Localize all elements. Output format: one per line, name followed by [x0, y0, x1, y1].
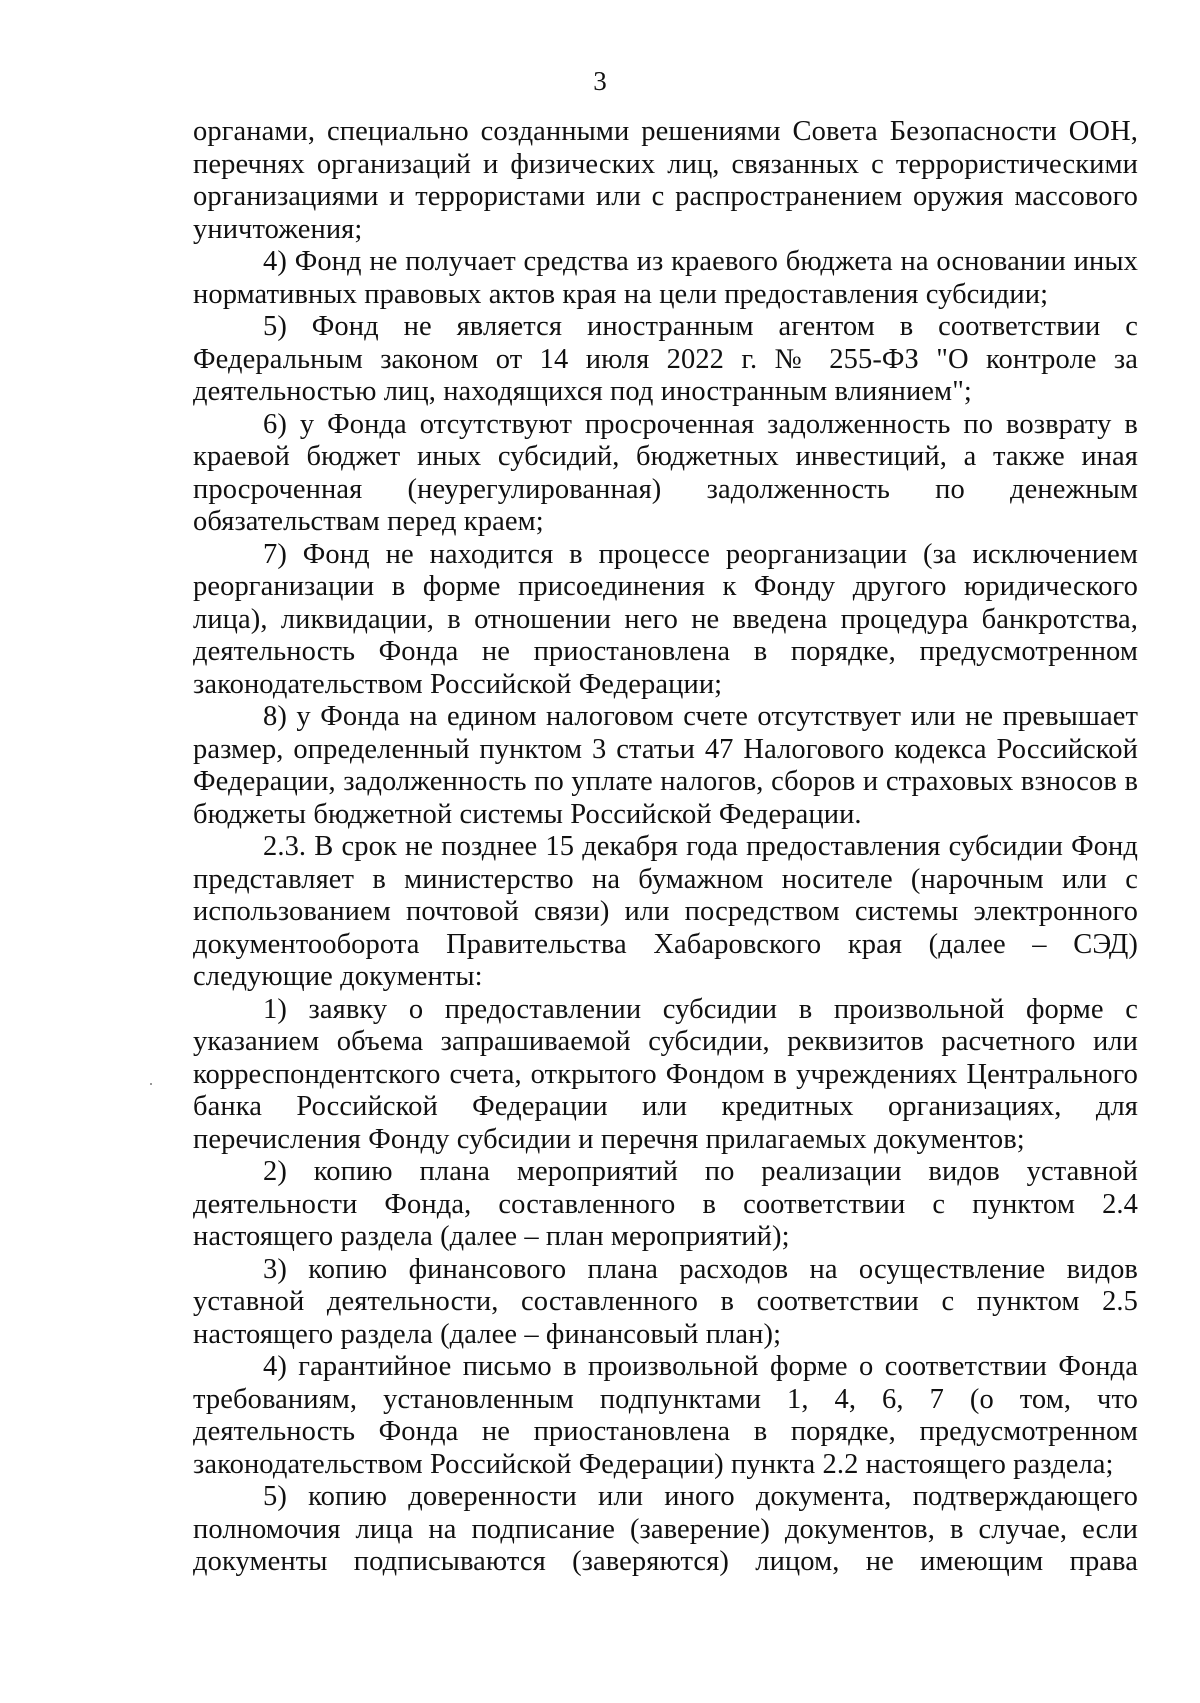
page-number: 3 — [593, 66, 607, 96]
document-item-1: 1) заявку о предоставлении субсидии в произвольной форме с указанием объема запрашиваемой субсидии, реквизитов расчетного или корреспондентского счета, открытого Фондом в учреждениях Центрального банка Российской Федерации или кредитных организациях, для перечисления Фонду субсидии и перечня прилагаемых документов; — [193, 993, 1138, 1155]
document-item-5: 5) копию доверенности или иного документа, подтверждающего полномочия лица на подписание (заверение) документов, в случае, если документы подписываются (заверяются) лицом, не имеющим права — [193, 1481, 1138, 1577]
list-item-7: 7) Фонд не находится в процессе реорганизации (за исключением реорганизации в форме присоединения к Фонду другого юридического лица), ликвидации, в отношении него не введена процедура банкротства, деятельность Фонда не приостановлена в порядке, предусмотренном законодательством Российской Федерации; — [193, 538, 1138, 700]
document-item-2: 2) копию плана мероприятий по реализации видов уставной деятельности Фонда, составленного в соответствии с пунктом 2.4 настоящего раздела (далее – план мероприятий); — [193, 1156, 1138, 1252]
section-2-3: 2.3. В срок не позднее 15 декабря года предоставления субсидии Фонд представляет в министерство на бумажном носителе (нарочным или с использованием почтовой связи) или посредством системы электронного документооборота Правительства Хабаровского края (далее – СЭД) следующие документы: — [193, 831, 1138, 992]
document-body — [193, 116, 1138, 1579]
document-item-4: 4) гарантийное письмо в произвольной форме о соответствии Фонда требованиям, установленным подпунктами 1, 4, 6, 7 (о том, что деятельность Фонда не приостановлена в порядке, предусмотренном законодательством Российской Федерации) пункта 2.2 настоящего раздела; — [193, 1351, 1138, 1480]
list-item-6: 6) у Фонда отсутствуют просроченная задолженность по возврату в краевой бюджет иных субсидий, бюджетных инвестиций, а также иная просроченная (неурегулированная) задолженность по денежным обязательствам перед краем; — [193, 408, 1138, 537]
scan-speck — [150, 1083, 152, 1085]
list-item-5: 5) Фонд не является иностранным агентом в соответствии с Федеральным законом от 14 июля 2022 г. № 255-ФЗ "О контроле за деятельностью лиц, находящихся под иностранным влиянием"; — [193, 311, 1138, 407]
paragraph-continuation: органами, специально созданными решениями Совета Безопасности ООН, перечнях организаций и физических лиц, связанных с террористическими организациями и террористами или с распространением оружия массового уничтожения; — [193, 116, 1138, 245]
list-item-4: 4) Фонд не получает средства из краевого бюджета на основании иных нормативных правовых актов края на цели предоставления субсидии; — [193, 246, 1138, 310]
document-item-3: 3) копию финансового плана расходов на осуществление видов уставной деятельности, составленного в соответствии с пунктом 2.5 настоящего раздела (далее – финансовый план); — [193, 1253, 1138, 1350]
list-item-8: 8) у Фонда на едином налоговом счете отсутствует или не превышает размер, определенный пунктом 3 статьи 47 Налогового кодекса Российской Федерации, задолженность по уплате налогов, сборов и страховых взносов в бюджеты бюджетной системы Российской Федерации. — [193, 701, 1138, 830]
